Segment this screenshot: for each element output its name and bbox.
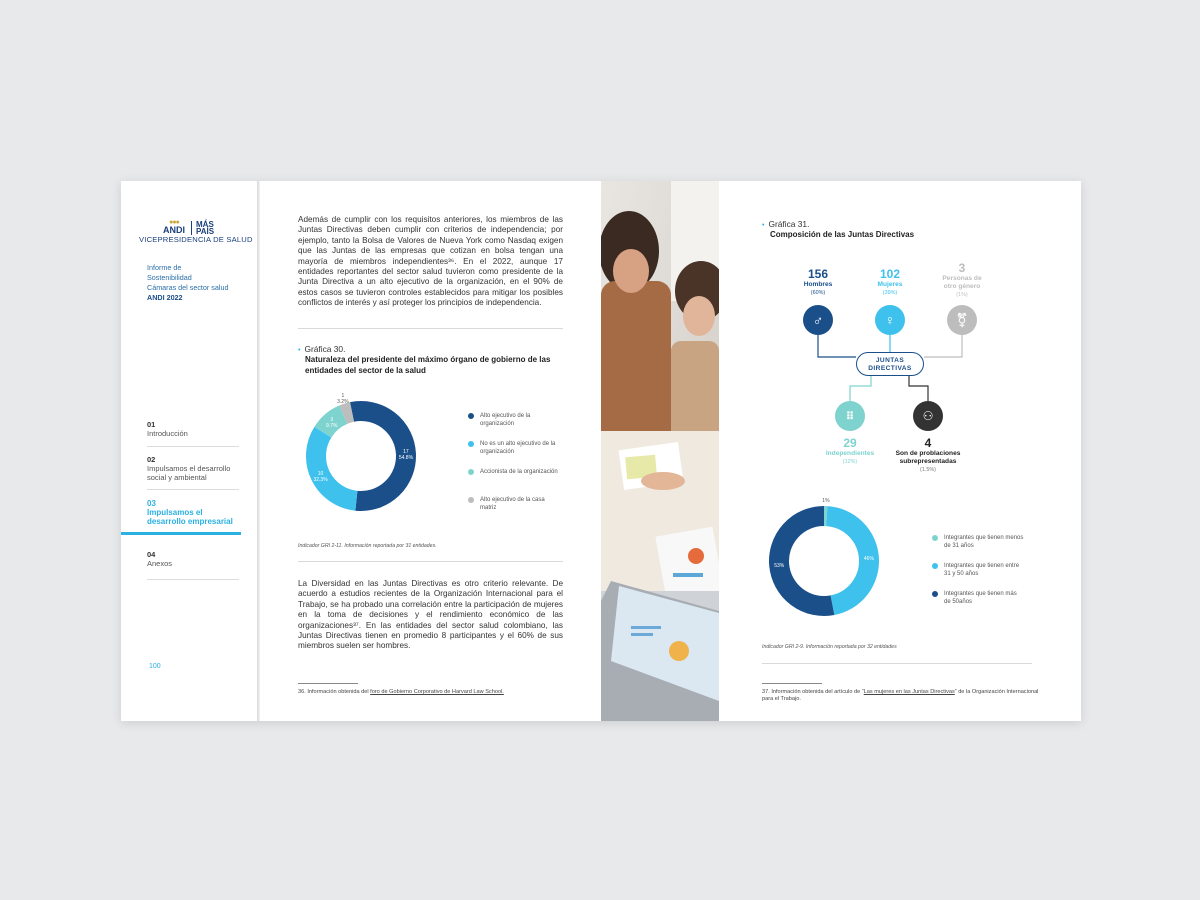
chart30-legend-label: Alto ejecutivo de la casa matriz xyxy=(480,497,545,511)
connector-lines xyxy=(721,181,1081,481)
chart30-legend-item xyxy=(468,468,560,476)
transgender-icon: ⚧ xyxy=(947,305,977,335)
chart30-data-label-1: 10 32.3% xyxy=(313,470,328,483)
chart30-data-label-2: 3 9.7% xyxy=(326,416,338,429)
female-icon: ♀ xyxy=(875,305,905,335)
chart31-legend-label: Integrantes que tienen entre 31 y 50 años xyxy=(944,563,1020,577)
logo xyxy=(163,219,214,235)
report-title: Informe de Sostenibilidad Cámaras del sector salud ANDI 2022 xyxy=(147,263,229,302)
sidebar xyxy=(121,181,257,721)
chart30-legend-swatch xyxy=(468,413,474,419)
chart30-number: • Gráfica 30. xyxy=(298,344,345,354)
chart30-note: Indicador GRI 2-11. Información reportada por 31 entidades. xyxy=(298,543,437,549)
nav-item-introduccion[interactable]: 01 Introducción xyxy=(147,420,188,438)
juntas-directivas-node: JUNTAS DIRECTIVAS xyxy=(856,352,924,376)
chart30-legend-label: Accionista de la organización xyxy=(480,469,558,475)
nav-item-social-ambiental[interactable]: 02 Impulsamos el desarrollo social y ambiental xyxy=(147,455,231,482)
chart30-legend-swatch xyxy=(468,497,474,503)
people-grid-icon: ⠿ xyxy=(835,401,865,431)
chart30-donut xyxy=(291,386,431,526)
stat-otro-genero: 3 Personas de otro género (1%) xyxy=(942,261,982,298)
chart31-legend-item xyxy=(932,534,1024,550)
chart31-legend-label: Integrantes que tienen más de 50años xyxy=(944,591,1017,605)
chart31-legend-item xyxy=(932,562,1024,578)
chart31-legend-swatch xyxy=(932,563,938,569)
footnote-37-link[interactable]: Las mujeres en las Juntas Directivas xyxy=(863,689,955,695)
nav-item-anexos[interactable]: 04 Anexos xyxy=(147,550,173,568)
chart31-slice-2 xyxy=(779,516,832,606)
chart31-note: Indicador GRI 2-9. Información reportada por 32 entidades xyxy=(762,644,897,650)
andi-logo: ●●● ANDI xyxy=(163,219,185,235)
chart30-legend-swatch xyxy=(468,441,474,447)
chart31-legend-swatch xyxy=(932,591,938,597)
page-number: 100 xyxy=(149,663,161,670)
footnote-36-link[interactable]: foro de Gobierno Corporativo de Harvard Law School. xyxy=(370,689,504,695)
stat-mujeres: 102 Mujeres (39%) xyxy=(877,267,903,296)
chart31-legend-label: Integrantes que tienen menos de 31 años xyxy=(944,535,1024,549)
footnote-37: 37. Información obtenida del artículo de “Las mujeres en las Juntas Directivas” de la Organización Internacional para el Trabajo. xyxy=(762,689,1039,702)
chart31-data-label-1: 46% xyxy=(863,556,874,563)
chart30-legend-label: Alto ejecutivo de la organización xyxy=(480,413,531,427)
chart30-legend-item xyxy=(468,412,560,428)
chart30-legend-swatch xyxy=(468,469,474,475)
chart30-slice-1 xyxy=(316,432,356,501)
stat-subrepresentadas: 4 Son de problaciones subrepresentadas (1.5%) xyxy=(895,436,961,473)
network-people-icon: ⚇ xyxy=(913,401,943,431)
stat-hombres: 156 Hombres (60%) xyxy=(803,267,833,296)
chart31-donut xyxy=(754,491,894,631)
vicepresidencia-label: VICEPRESIDENCIA DE SALUD xyxy=(139,235,253,244)
paragraph-diversidad: La Diversidad en las Juntas Directivas es otro criterio relevante. De acuerdo a estudios recientes de la Organización Internacional para el Trabajo, se ha probado una correlación entre la participación de mujeres en la toma de decisiones y el rendimiento económico de las organizaciones³⁷. En las entidades del sector salud colombiano, las Juntas Directivas tienen en promedio 8 participantes y el 60% de sus miembros suelen ser hombres. xyxy=(298,579,563,651)
document-spread xyxy=(121,181,1081,721)
male-icon: ♂ xyxy=(803,305,833,335)
paragraph-independencia: Además de cumplir con los requisitos anteriores, los miembros de las Juntas Directivas deben cumplir con criterios de independencia; por ejemplo, tanto la Bolsa de Valores de Nueva York como Nasdaq exigen que las Juntas de las empresas que cotizan en bolsa tengan una mayoría de miembros independientes³⁶. En el 2022, aunque 17 entidades reportantes del sector salud tuvieron como presidente de la Junta Directiva a un alto ejecutivo de la organización, en el 90% de estos casos se tuvieron controles establecidos para mitigar los posibles conflictos de interés y así proteger los principios de independencia. xyxy=(298,215,563,308)
nav-item-empresarial[interactable]: 03 Impulsamos el desarrollo empresarial xyxy=(147,499,233,526)
chart30-legend-item xyxy=(468,496,560,512)
footnote-36: 36. Información obtenida del foro de Gobierno Corporativo de Harvard Law School. xyxy=(298,689,504,695)
chart30-legend-label: No es un alto ejecutivo de la organización xyxy=(480,441,556,455)
chart30-slice-3 xyxy=(343,412,352,415)
chart30-data-label-3: 1 3.2% xyxy=(337,392,349,405)
chart30-legend-item xyxy=(468,440,560,456)
chart30-data-label-0: 17 54.8% xyxy=(398,448,414,461)
chart31-legend-swatch xyxy=(932,535,938,541)
chart31-number: • Gráfica 31. xyxy=(762,219,809,229)
chart31-title: Composición de las Juntas Directivas xyxy=(770,230,915,239)
chart30-title: Naturaleza del presidente del máximo órgano de gobierno de las entidades del sector de la salud xyxy=(305,355,551,375)
chart31-data-label-0: 1% xyxy=(822,498,830,505)
active-nav-indicator xyxy=(121,532,241,535)
chart31-legend-item xyxy=(932,590,1024,606)
chart31-slice-1 xyxy=(827,516,869,605)
office-meeting-photo xyxy=(601,181,719,721)
chart31-data-label-2: 53% xyxy=(774,563,785,570)
mas-pais-logo: MÁS PAÍS xyxy=(191,221,214,235)
stat-independientes: 29 Independientes (12%) xyxy=(825,436,875,465)
